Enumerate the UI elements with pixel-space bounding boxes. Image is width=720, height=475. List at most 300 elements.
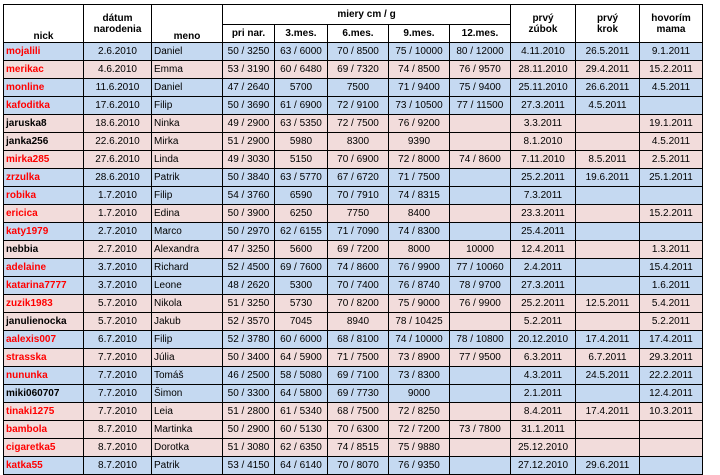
table-cell-first-step — [576, 439, 640, 457]
table-row — [4, 259, 703, 277]
table-cell-measure-6m: 8940 — [328, 313, 389, 331]
table-cell-measure-9m: 76 / 9200 — [389, 115, 450, 133]
table-cell-says-mama: 1.3.2011 — [640, 241, 703, 259]
table-cell-first-step — [576, 259, 640, 277]
table-cell-measure-birth: 53 / 3190 — [223, 61, 275, 79]
table-cell-measure-6m: 70 / 8070 — [328, 457, 389, 475]
table-cell-says-mama — [640, 421, 703, 439]
table-cell-says-mama: 9.1.2011 — [640, 43, 703, 61]
table-cell-measure-3m: 60 / 5130 — [275, 421, 328, 439]
table-cell-measure-birth: 53 / 4150 — [223, 457, 275, 475]
table-cell-measure-birth: 50 / 3690 — [223, 97, 275, 115]
table-cell-measure-12m: 76 / 9570 — [450, 61, 511, 79]
table-cell-measure-12m — [450, 367, 511, 385]
table-cell-first-step — [576, 421, 640, 439]
table-cell-name: Linda — [152, 151, 223, 169]
table-cell-measure-12m — [450, 205, 511, 223]
table-cell-first-step: 24.5.2011 — [576, 367, 640, 385]
table-cell-measure-birth: 50 / 3250 — [223, 43, 275, 61]
table-cell-measure-12m: 78 / 10800 — [450, 331, 511, 349]
table-cell-nick: strasska — [4, 349, 84, 367]
table-cell-first-step: 26.6.2011 — [576, 79, 640, 97]
table-cell-measure-12m: 75 / 9400 — [450, 79, 511, 97]
table-cell-measure-12m: 76 / 9900 — [450, 295, 511, 313]
table-cell-measure-6m: 70 / 8500 — [328, 43, 389, 61]
table-cell-measure-birth: 49 / 2900 — [223, 115, 275, 133]
table-cell-measure-3m: 60 / 6000 — [275, 331, 328, 349]
table-cell-birth-date: 4.6.2010 — [84, 61, 152, 79]
table-row — [4, 421, 703, 439]
header-says-mama — [640, 5, 703, 43]
table-cell-birth-date: 2.7.2010 — [84, 223, 152, 241]
table-cell-name: Nikola — [152, 295, 223, 313]
table-cell-first-step: 6.7.2011 — [576, 349, 640, 367]
table-cell-nick: janulienocka — [4, 313, 84, 331]
table-cell-name: Leone — [152, 277, 223, 295]
table-cell-measure-9m: 76 / 9350 — [389, 457, 450, 475]
table-cell-measure-3m: 69 / 7600 — [275, 259, 328, 277]
table-row — [4, 277, 703, 295]
table-cell-birth-date: 6.7.2010 — [84, 331, 152, 349]
table-cell-nick: jaruska8 — [4, 115, 84, 133]
table-cell-measure-birth: 50 / 3400 — [223, 349, 275, 367]
table-cell-measure-9m: 72 / 7200 — [389, 421, 450, 439]
table-cell-measure-birth: 51 / 2900 — [223, 133, 275, 151]
table-cell-measure-6m: 72 / 7500 — [328, 115, 389, 133]
header-tooth-line1: prvý — [532, 12, 554, 24]
table-cell-measure-6m: 69 / 7730 — [328, 385, 389, 403]
table-cell-measure-12m — [450, 187, 511, 205]
table-cell-first-step: 8.5.2011 — [576, 151, 640, 169]
table-cell-measure-birth: 49 / 3030 — [223, 151, 275, 169]
table-cell-name: Emma — [152, 61, 223, 79]
table-cell-measure-12m: 10000 — [450, 241, 511, 259]
table-row — [4, 241, 703, 259]
table-cell-measure-12m — [450, 115, 511, 133]
header-step-line2: krok — [596, 23, 619, 35]
table-cell-name: Šimon — [152, 385, 223, 403]
table-cell-first-step — [576, 115, 640, 133]
table-cell-measure-12m — [450, 439, 511, 457]
table-cell-first-tooth: 8.1.2010 — [511, 133, 576, 151]
table-cell-says-mama: 1.6.2011 — [640, 277, 703, 295]
table-cell-first-step — [576, 205, 640, 223]
table-cell-birth-date: 28.6.2010 — [84, 169, 152, 187]
table-cell-first-tooth: 8.4.2011 — [511, 403, 576, 421]
table-cell-measure-6m: 7500 — [328, 79, 389, 97]
table-cell-nick: miki060707 — [4, 385, 84, 403]
table-cell-nick: katy1979 — [4, 223, 84, 241]
table-cell-birth-date: 7.7.2010 — [84, 403, 152, 421]
table-cell-says-mama: 5.4.2011 — [640, 295, 703, 313]
table-cell-says-mama: 5.2.2011 — [640, 313, 703, 331]
table-cell-measure-9m: 72 / 8000 — [389, 151, 450, 169]
table-cell-measure-6m: 68 / 8100 — [328, 331, 389, 349]
table-cell-measure-3m: 63 / 5350 — [275, 115, 328, 133]
table-cell-nick: aalexis007 — [4, 331, 84, 349]
table-cell-measure-6m: 74 / 8515 — [328, 439, 389, 457]
table-cell-measure-9m: 8000 — [389, 241, 450, 259]
table-body — [4, 43, 703, 475]
table-cell-measure-6m: 70 / 7400 — [328, 277, 389, 295]
table-cell-name: Jakub — [152, 313, 223, 331]
table-cell-first-step — [576, 277, 640, 295]
table-cell-measure-9m: 74 / 8500 — [389, 61, 450, 79]
table-cell-birth-date: 2.7.2010 — [84, 241, 152, 259]
table-row — [4, 313, 703, 331]
table-cell-measure-6m: 71 / 7500 — [328, 349, 389, 367]
table-cell-birth-date: 27.6.2010 — [84, 151, 152, 169]
table-cell-measure-birth: 47 / 2640 — [223, 79, 275, 97]
table-cell-measure-9m: 76 / 8740 — [389, 277, 450, 295]
table-cell-name: Patrik — [152, 457, 223, 475]
table-cell-measure-6m: 7750 — [328, 205, 389, 223]
table-cell-birth-date: 5.7.2010 — [84, 295, 152, 313]
table-cell-birth-date: 17.6.2010 — [84, 97, 152, 115]
table-cell-measure-9m: 74 / 8300 — [389, 223, 450, 241]
table-cell-name: Martinka — [152, 421, 223, 439]
table-cell-says-mama: 15.2.2011 — [640, 205, 703, 223]
table-cell-measure-birth: 51 / 3250 — [223, 295, 275, 313]
table-cell-first-tooth: 23.3.2011 — [511, 205, 576, 223]
table-cell-measure-6m: 74 / 8600 — [328, 259, 389, 277]
table-cell-name: Patrik — [152, 169, 223, 187]
header-measure-12m: 12.mes. — [450, 25, 511, 43]
table-cell-first-step — [576, 385, 640, 403]
table-cell-first-step — [576, 241, 640, 259]
table-cell-first-tooth: 4.3.2011 — [511, 367, 576, 385]
table-cell-measure-birth: 47 / 3250 — [223, 241, 275, 259]
table-row — [4, 205, 703, 223]
table-cell-nick: bambola — [4, 421, 84, 439]
table-cell-measure-9m: 73 / 8900 — [389, 349, 450, 367]
header-birth-date — [84, 5, 152, 43]
table-cell-measure-9m: 76 / 9900 — [389, 259, 450, 277]
table-cell-measure-12m: 77 / 9500 — [450, 349, 511, 367]
table-cell-says-mama — [640, 457, 703, 475]
table-cell-measure-6m: 69 / 7200 — [328, 241, 389, 259]
table-cell-birth-date: 3.7.2010 — [84, 259, 152, 277]
table-cell-measure-12m — [450, 223, 511, 241]
table-cell-nick: kafoditka — [4, 97, 84, 115]
table-cell-birth-date: 8.7.2010 — [84, 457, 152, 475]
table-cell-measure-12m: 77 / 10060 — [450, 259, 511, 277]
table-cell-measure-12m — [450, 313, 511, 331]
table-cell-measure-9m: 9390 — [389, 133, 450, 151]
table-row — [4, 97, 703, 115]
header-tooth-line2: zúbok — [528, 23, 558, 35]
table-cell-measure-9m: 74 / 8315 — [389, 187, 450, 205]
table-cell-says-mama — [640, 187, 703, 205]
table-cell-measure-9m: 75 / 9000 — [389, 295, 450, 313]
table-cell-measure-3m: 58 / 5080 — [275, 367, 328, 385]
table-cell-first-step — [576, 187, 640, 205]
table-cell-first-tooth: 25.11.2010 — [511, 79, 576, 97]
table-cell-measure-3m: 64 / 6140 — [275, 457, 328, 475]
table-cell-nick: ericica — [4, 205, 84, 223]
table-cell-measure-3m: 5300 — [275, 277, 328, 295]
table-cell-measure-6m: 69 / 7100 — [328, 367, 389, 385]
table-cell-measure-birth: 51 / 2800 — [223, 403, 275, 421]
table-row — [4, 331, 703, 349]
table-cell-nick: adelaine — [4, 259, 84, 277]
table-cell-measure-12m — [450, 385, 511, 403]
table-cell-measure-12m: 77 / 11500 — [450, 97, 511, 115]
table-cell-says-mama: 15.2.2011 — [640, 61, 703, 79]
table-cell-name: Dorotka — [152, 439, 223, 457]
table-cell-measure-12m — [450, 133, 511, 151]
table-row — [4, 61, 703, 79]
table-cell-measure-birth: 50 / 3300 — [223, 385, 275, 403]
table-row — [4, 457, 703, 475]
table-cell-measure-9m: 9000 — [389, 385, 450, 403]
table-cell-first-step: 26.5.2011 — [576, 43, 640, 61]
table-cell-first-step: 17.4.2011 — [576, 331, 640, 349]
table-cell-measure-3m: 62 / 6350 — [275, 439, 328, 457]
table-cell-nick: zrzulka — [4, 169, 84, 187]
header-nick — [4, 5, 84, 43]
table-cell-measure-birth: 50 / 2970 — [223, 223, 275, 241]
table-cell-first-tooth: 27.3.2011 — [511, 97, 576, 115]
table-cell-measure-12m — [450, 457, 511, 475]
table-cell-name: Edina — [152, 205, 223, 223]
table-cell-measure-3m: 7045 — [275, 313, 328, 331]
table-cell-measure-birth: 54 / 3760 — [223, 187, 275, 205]
table-cell-first-tooth: 2.4.2011 — [511, 259, 576, 277]
table-cell-first-step: 12.5.2011 — [576, 295, 640, 313]
table-cell-nick: mirka285 — [4, 151, 84, 169]
table-cell-says-mama — [640, 97, 703, 115]
table-cell-birth-date: 22.6.2010 — [84, 133, 152, 151]
table-cell-measure-12m: 78 / 9700 — [450, 277, 511, 295]
table-cell-first-tooth: 7.3.2011 — [511, 187, 576, 205]
table-cell-name: Filip — [152, 187, 223, 205]
table-cell-nick: merikac — [4, 61, 84, 79]
header-birth-line2: narodenia — [93, 23, 142, 35]
table-row — [4, 439, 703, 457]
table-cell-nick: cigaretka5 — [4, 439, 84, 457]
table-cell-measure-3m: 5150 — [275, 151, 328, 169]
table-cell-says-mama: 4.5.2011 — [640, 133, 703, 151]
table-cell-name: Leia — [152, 403, 223, 421]
table-cell-first-step: 4.5.2011 — [576, 97, 640, 115]
table-cell-measure-birth: 52 / 3780 — [223, 331, 275, 349]
table-cell-measure-3m: 62 / 6155 — [275, 223, 328, 241]
table-cell-first-tooth: 25.12.2010 — [511, 439, 576, 457]
table-cell-measure-6m: 67 / 6720 — [328, 169, 389, 187]
table-cell-first-step — [576, 223, 640, 241]
table-cell-nick: nununka — [4, 367, 84, 385]
header-mama-line1: hovorím — [651, 12, 691, 24]
table-cell-measure-3m: 64 / 5800 — [275, 385, 328, 403]
table-row — [4, 295, 703, 313]
header-measure-6m: 6.mes. — [328, 25, 389, 43]
table-cell-measure-3m: 61 / 5340 — [275, 403, 328, 421]
table-cell-name: Ninka — [152, 115, 223, 133]
table-cell-says-mama: 29.3.2011 — [640, 349, 703, 367]
table-cell-says-mama: 17.4.2011 — [640, 331, 703, 349]
table-cell-measure-9m: 71 / 9400 — [389, 79, 450, 97]
table-row — [4, 385, 703, 403]
table-cell-first-step: 29.4.2011 — [576, 61, 640, 79]
table-cell-measure-birth: 48 / 2620 — [223, 277, 275, 295]
table-cell-measure-9m: 73 / 10500 — [389, 97, 450, 115]
table-cell-measure-birth: 52 / 4500 — [223, 259, 275, 277]
table-cell-measure-3m: 60 / 6480 — [275, 61, 328, 79]
table-cell-measure-3m: 61 / 6900 — [275, 97, 328, 115]
table-cell-says-mama: 4.5.2011 — [640, 79, 703, 97]
table-cell-name: Tomáš — [152, 367, 223, 385]
table-row — [4, 349, 703, 367]
table-cell-nick: robika — [4, 187, 84, 205]
table-cell-says-mama: 15.4.2011 — [640, 259, 703, 277]
table-cell-measure-6m: 68 / 7500 — [328, 403, 389, 421]
table-cell-first-step: 17.4.2011 — [576, 403, 640, 421]
table-cell-says-mama — [640, 439, 703, 457]
table-cell-measure-3m: 5600 — [275, 241, 328, 259]
header-step-line1: prvý — [596, 12, 619, 24]
table-cell-measure-3m: 63 / 6000 — [275, 43, 328, 61]
table-cell-says-mama: 2.5.2011 — [640, 151, 703, 169]
table-cell-nick: monline — [4, 79, 84, 97]
table-cell-measure-6m: 69 / 7320 — [328, 61, 389, 79]
table-cell-measure-12m: 74 / 8600 — [450, 151, 511, 169]
table-cell-says-mama: 19.1.2011 — [640, 115, 703, 133]
table-cell-measure-9m: 75 / 10000 — [389, 43, 450, 61]
table-cell-name: Mirka — [152, 133, 223, 151]
table-cell-name: Richard — [152, 259, 223, 277]
table-cell-measure-12m — [450, 403, 511, 421]
table-cell-measure-12m: 73 / 7800 — [450, 421, 511, 439]
table-cell-measure-3m: 6250 — [275, 205, 328, 223]
table-cell-measure-3m: 5730 — [275, 295, 328, 313]
table-row — [4, 169, 703, 187]
header-measure-9m: 9.mes. — [389, 25, 450, 43]
table-cell-says-mama: 22.2.2011 — [640, 367, 703, 385]
table-cell-measure-birth: 50 / 3840 — [223, 169, 275, 187]
table-cell-first-tooth: 25.2.2011 — [511, 169, 576, 187]
table-cell-measure-12m: 80 / 12000 — [450, 43, 511, 61]
table-cell-measure-birth: 50 / 2900 — [223, 421, 275, 439]
table-cell-measure-9m: 75 / 9880 — [389, 439, 450, 457]
table-row — [4, 133, 703, 151]
table-cell-birth-date: 7.7.2010 — [84, 367, 152, 385]
table-cell-measure-9m: 71 / 7500 — [389, 169, 450, 187]
table-cell-measure-birth: 52 / 3570 — [223, 313, 275, 331]
header-first-step — [576, 5, 640, 43]
table-cell-measure-birth: 50 / 3900 — [223, 205, 275, 223]
table-cell-first-tooth: 25.2.2011 — [511, 295, 576, 313]
table-cell-nick: katka55 — [4, 457, 84, 475]
table-cell-first-step — [576, 133, 640, 151]
table-cell-measure-3m: 5980 — [275, 133, 328, 151]
baby-milestones-table — [3, 4, 703, 475]
table-cell-measure-9m: 8400 — [389, 205, 450, 223]
table-cell-first-tooth: 27.12.2010 — [511, 457, 576, 475]
table-cell-measure-9m: 78 / 10425 — [389, 313, 450, 331]
table-cell-nick: zuzik1983 — [4, 295, 84, 313]
table-cell-first-tooth: 7.11.2010 — [511, 151, 576, 169]
table-cell-birth-date: 11.6.2010 — [84, 79, 152, 97]
header-measures: miery cm / g — [223, 5, 511, 25]
header-name — [152, 5, 223, 43]
table-cell-measure-9m: 73 / 8300 — [389, 367, 450, 385]
table-cell-first-tooth: 25.4.2011 — [511, 223, 576, 241]
table-cell-nick: mojalili — [4, 43, 84, 61]
table-cell-measure-3m: 64 / 5900 — [275, 349, 328, 367]
table-row — [4, 223, 703, 241]
table-cell-measure-6m: 70 / 8200 — [328, 295, 389, 313]
table-row — [4, 79, 703, 97]
header-nick-label: nick — [33, 31, 54, 42]
table-cell-first-step — [576, 313, 640, 331]
table-cell-name: Filip — [152, 331, 223, 349]
table-cell-measure-9m: 72 / 8250 — [389, 403, 450, 421]
table-cell-first-tooth: 27.3.2011 — [511, 277, 576, 295]
table-cell-first-tooth: 12.4.2011 — [511, 241, 576, 259]
table-cell-measure-3m: 63 / 5770 — [275, 169, 328, 187]
table-cell-first-tooth: 31.1.2011 — [511, 421, 576, 439]
header-mama-line2: mama — [656, 23, 686, 35]
table-cell-name: Alexandra — [152, 241, 223, 259]
table-cell-name: Daniel — [152, 79, 223, 97]
table-cell-nick: janka256 — [4, 133, 84, 151]
table-cell-birth-date: 8.7.2010 — [84, 439, 152, 457]
table-cell-name: Marco — [152, 223, 223, 241]
table-cell-nick: nebbia — [4, 241, 84, 259]
table-cell-measure-6m: 70 / 6300 — [328, 421, 389, 439]
header-name-label: meno — [173, 31, 201, 42]
table-cell-birth-date: 5.7.2010 — [84, 313, 152, 331]
table-cell-birth-date: 1.7.2010 — [84, 187, 152, 205]
table-cell-birth-date: 3.7.2010 — [84, 277, 152, 295]
table-row — [4, 367, 703, 385]
table-cell-measure-9m: 74 / 10000 — [389, 331, 450, 349]
table-cell-first-step: 19.6.2011 — [576, 169, 640, 187]
table-cell-birth-date: 18.6.2010 — [84, 115, 152, 133]
table-cell-name: Daniel — [152, 43, 223, 61]
table-row — [4, 115, 703, 133]
table-cell-first-tooth: 20.12.2010 — [511, 331, 576, 349]
table-cell-says-mama — [640, 223, 703, 241]
table-row — [4, 43, 703, 61]
table-cell-measure-6m: 8300 — [328, 133, 389, 151]
table-cell-first-tooth: 2.1.2011 — [511, 385, 576, 403]
header-measure-3m: 3.mes. — [275, 25, 328, 43]
table-cell-measure-6m: 71 / 7090 — [328, 223, 389, 241]
table-cell-measure-3m: 6590 — [275, 187, 328, 205]
table-cell-says-mama: 25.1.2011 — [640, 169, 703, 187]
table-cell-measure-6m: 70 / 6900 — [328, 151, 389, 169]
table-cell-first-tooth: 6.3.2011 — [511, 349, 576, 367]
table-cell-birth-date: 7.7.2010 — [84, 349, 152, 367]
table-cell-measure-3m: 5700 — [275, 79, 328, 97]
table-cell-nick: katarina7777 — [4, 277, 84, 295]
table-cell-measure-12m — [450, 169, 511, 187]
table-cell-first-step: 29.6.2011 — [576, 457, 640, 475]
table-cell-measure-6m: 70 / 7910 — [328, 187, 389, 205]
table-cell-birth-date: 8.7.2010 — [84, 421, 152, 439]
header-measure-birth: pri nar. — [223, 25, 275, 43]
table-cell-measure-birth: 46 / 2500 — [223, 367, 275, 385]
table-row — [4, 403, 703, 421]
table-cell-first-tooth: 28.11.2010 — [511, 61, 576, 79]
table-cell-name: Júlia — [152, 349, 223, 367]
table-cell-birth-date: 2.6.2010 — [84, 43, 152, 61]
header-first-tooth — [511, 5, 576, 43]
header-birth-line1: dátum — [102, 12, 133, 24]
table-cell-says-mama: 12.4.2011 — [640, 385, 703, 403]
